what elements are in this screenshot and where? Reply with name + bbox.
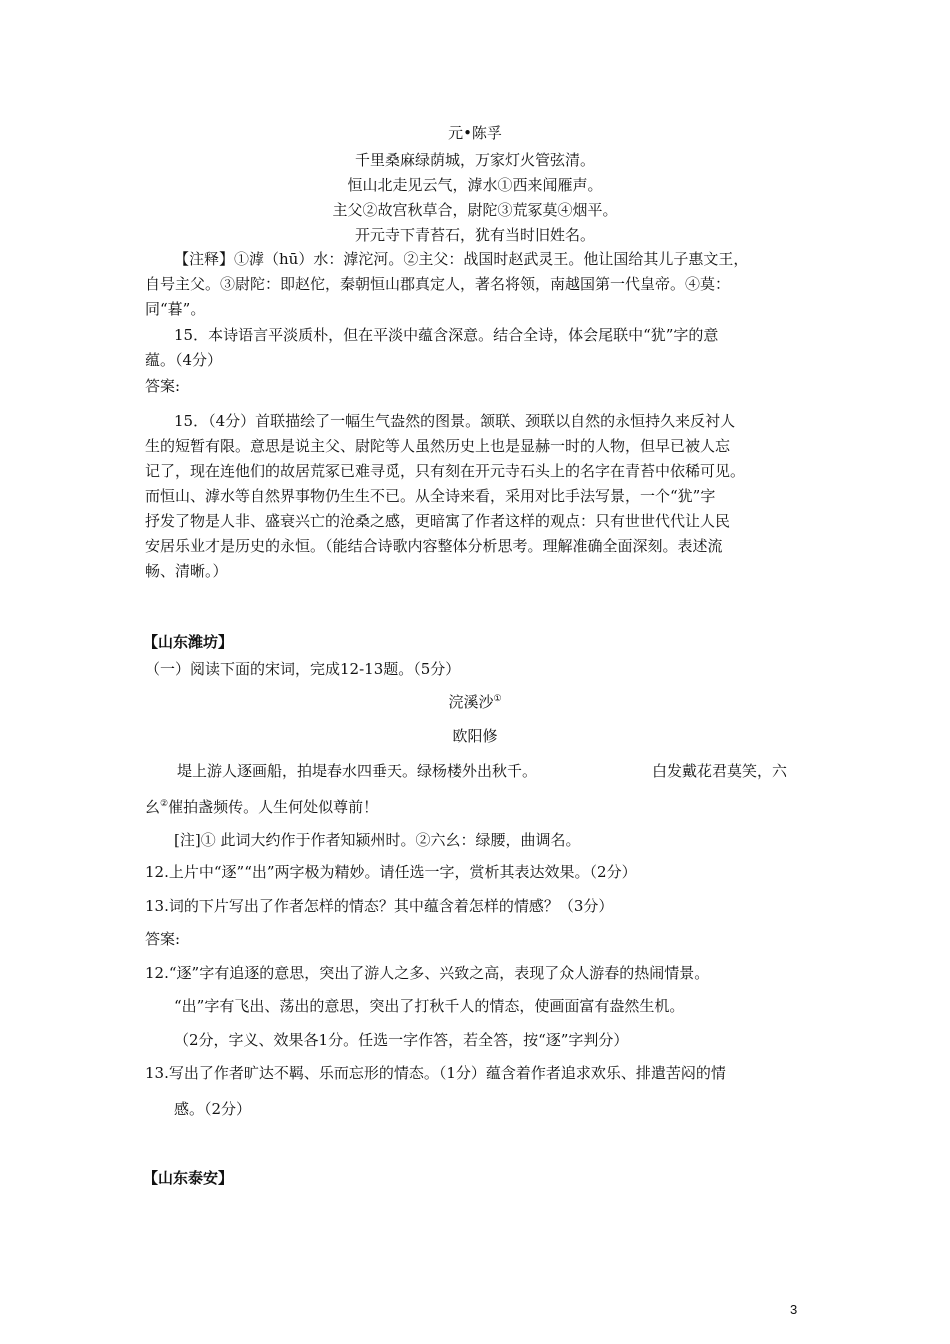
answer-15-line: 记了，现在连他们的故居荒冢已难寻觅，只有刻在开元寺石头上的名字在青苔中依稀可见。 [145,462,746,480]
answer-15-line: 15．（4分）首联描绘了一幅生气盎然的图景。颔联、颈联以自然的永恒持久来反衬人 [174,412,736,430]
poem-line: 开元寺下青苔石，犹有当时旧姓名。 [354,226,595,244]
answer-13-line: 感。（2分） [174,1100,252,1118]
answer-15-line: 而恒山、滹水等自然界事物仍生生不已。从全诗来看，采用对比手法写景，一个“犹”字 [145,487,716,505]
answer-13-line: 13.写出了作者旷达不羁、乐而忘形的情态。（1分）蕴含着作者追求欢乐、排遣苦闷的情 [145,1064,726,1082]
poem-line: 恒山北走见云气，滹水①西来闻雁声。 [347,176,603,194]
answer-label: 答案: [145,377,181,395]
ci-verse-line: 堤上游人逐画船，拍堤春水四垂天。绿杨楼外出秋千。 [177,762,538,780]
question-15: 15．本诗语言平淡质朴，但在平淡中蕴含深意。结合全诗，体会尾联中“犹”字的意 [174,326,719,344]
answer-12-line: 12.“逐”字有追逐的意思，突出了游人之多、兴致之高，表现了众人游春的热闹情景。 [145,964,710,982]
answer-15-line: 安居乐业才是历史的永恒。（能结合诗歌内容整体分析思考。理解准确全面深刻。表述流 [145,537,723,555]
question-15-cont: 蕴。（4分） [145,351,223,369]
ci-verse-line: 幺②催拍盏频传。人生何处似尊前！ [145,798,379,816]
ci-note: [注]① 此词大约作于作者知颍州时。②六幺：绿腰，曲调名。 [174,831,581,849]
question-12: 12.上片中“逐”“出”两字极为精妙。请任选一字，赏析其表达效果。（2分） [145,863,637,881]
section-heading-weifang: 【山东潍坊】 [143,633,234,651]
answer-label: 答案: [145,930,181,948]
section-heading-taian: 【山东泰安】 [143,1169,234,1187]
page-number: 3 [790,1302,798,1317]
answer-15-line: 畅、清晰。） [145,562,228,580]
answer-12-line: “出”字有飞出、荡出的意思，突出了打秋千人的情态，使画面富有盎然生机。 [174,997,685,1015]
poem-author: 元•陈孚 [448,124,502,142]
question-13: 13.词的下片写出了作者怎样的情态？其中蕴含着怎样的情感？（3分） [145,897,614,915]
section-intro: （一）阅读下面的宋词，完成12-13题。（5分） [145,660,461,678]
answer-15-line: 抒发了物是人非、盛衰兴亡的沧桑之感，更暗寓了作者这样的观点：只有世世代代让人民 [145,512,731,530]
answer-15-line: 生的短暂有限。意思是说主父、尉陀等人虽然历史上也是显赫一时的人物，但早已被人忘 [145,437,731,455]
answer-12-line: （2分，字义、效果各1分。任选一字作答，若全答，按“逐”字判分） [174,1031,629,1049]
poem-line: 千里桑麻绿荫城，万家灯火管弦清。 [354,151,595,169]
ci-verse-line: 白发戴花君莫笑，六 [652,762,788,780]
note-line: 自号主父。③尉陀：即赵佗，秦朝恒山郡真定人，著名将领，南越国第一代皇帝。④莫： [145,275,731,293]
poem-line: 主父②故宫秋草合，尉陀③荒冢莫④烟平。 [332,201,618,219]
note-line: 【注释】①滹（hū）水：滹沱河。②主父：战国时赵武灵王。他让国给其儿子惠文王， [174,250,749,268]
note-line: 同“暮”。 [145,300,206,318]
ci-title: 浣溪沙① [448,693,502,711]
ci-author: 欧阳修 [452,727,498,745]
